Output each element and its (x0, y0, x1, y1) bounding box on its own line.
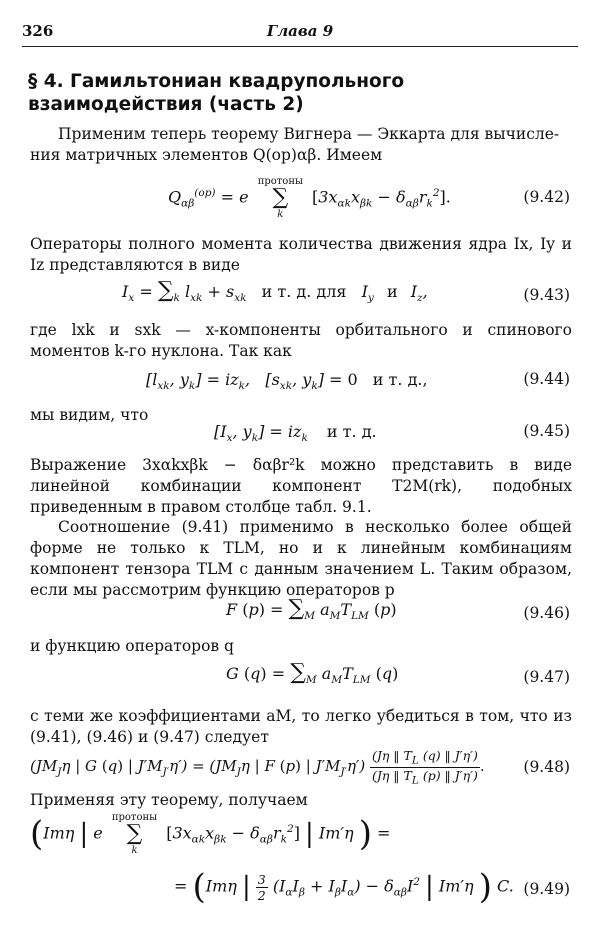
equation-9-49-line-1: (Imη | e протоны ∑ k $[3x_{\alpha k}x_{\beta k} - \delta_{\alpha\beta}r_k^2]$ | Im′η ) = (30, 812, 391, 856)
equation-9-47: G $(q) = \sum_M$ $a_MT_{LM}$ (q) (226, 660, 399, 687)
chapter-title: Глава 9 (266, 22, 334, 40)
equation-label-9-48: (9.48) (523, 758, 570, 776)
page-number: 326 (22, 22, 54, 40)
equation-9-49-line-2: = (Imη | $\frac{3}{2}$ $(I_\alpha I_\beta + I_\beta I_\alpha) - \delta_{\alpha\beta}I^2$ | Im′η ) C. (174, 867, 514, 907)
equation-9-45: [$I_x$, $y_k] = iz_k$ и т. д. (214, 422, 377, 445)
paragraph-3: где lxk и sxk — x-компоненты орбитального и спинового моментов k-го нуклона. Так как (30, 321, 572, 360)
paragraph-8: с теми же коэффициентами aM, то легко убедиться в том, что из (9.41), (9.46) и (9.47) следует (30, 707, 572, 746)
equation-9-48: ($JM_J\eta$ | G (q) | $J'M_{J'}\eta') = (JM_J\eta$ | F (p) | $J'M_{J'}\eta'$) $\frac{(J\eta ‖ T_L (q) ‖ J'\eta')}{(J\eta ‖ T_L (p) ‖ J'\eta')}$ . (30, 748, 485, 786)
paragraph-5: Выражение 3xαkxβk − δαβr²k можно представить в виде линейной комбинации компонент T2M(rk), подобных приведенным в правом столбце табл. 9.1. (30, 456, 572, 516)
equation-label-9-45: (9.45) (523, 422, 570, 440)
equation-label-9-43: (9.43) (523, 286, 570, 304)
equation-label-9-42: (9.42) (523, 188, 570, 206)
paragraph-4: мы видим, что (30, 406, 149, 424)
sum-limit-2: протоны (111, 812, 158, 823)
paragraph-6: Соотношение (9.41) применимо в несколько более общей форме не только к TLM, но и к линейным комбинациям компонент тензора TLM с данным значением L. Таким образом, если мы рассмотрим функцию операторов p (30, 518, 572, 599)
running-header (22, 22, 578, 47)
paragraph-2: Операторы полного момента количества движения ядра Ix, Iy и Iz представляются в виде (30, 235, 572, 274)
equation-label-9-47: (9.47) (523, 668, 570, 686)
equation-label-9-44: (9.44) (523, 370, 570, 388)
section-title (28, 70, 568, 116)
equation-9-42: $Q_{\alpha\beta}^{(op)} = e$ протоны ∑ k $[3x_{\alpha k}x_{\beta k} - \delta_{\alpha\beta}r_k^2]$. (168, 176, 451, 220)
sum-limit: протоны (257, 176, 303, 187)
section-title-line-2: взаимодействия (часть 2) (28, 94, 304, 115)
paragraph-9: Применяя эту теорему, получаем (30, 791, 308, 809)
equation-label-9-46: (9.46) (523, 604, 570, 622)
equation-9-43: $I_x = \sum_k$ $l_{xk} + s_{xk}$ и т. д. для $I_y$ и $I_z$, (122, 278, 428, 305)
section-title-line-1: § 4. Гамильтониан квадрупольного (28, 71, 405, 92)
paragraph-7: и функцию операторов q (30, 637, 234, 655)
paragraph-1-line-1: Применим теперь теорему Вигнера — Эккарта для вычисле- (58, 125, 560, 143)
equation-9-46: F $(p) = \sum_M$ $a_MT_{LM}$ (p) (226, 596, 397, 623)
equation-label-9-49: (9.49) (523, 880, 570, 898)
equation-9-44: [$l_{xk}$, $y_k] = iz_k$, [$s_{xk}$, $y_k] = 0$ и т. д., (146, 370, 428, 393)
paragraph-1-line-2: ния матричных элементов Q(op)αβ. Имеем (30, 146, 383, 164)
